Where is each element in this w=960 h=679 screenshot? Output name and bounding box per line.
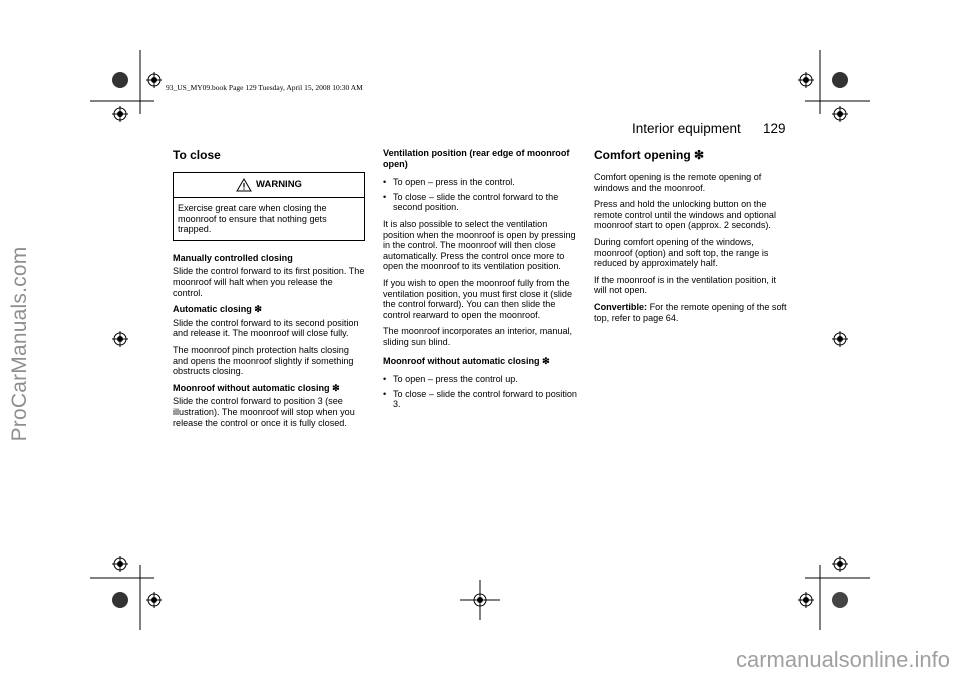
heading-comfort-opening: Comfort opening ❇ — [594, 148, 705, 162]
convertible-text: For the remote opening of the soft top, refer to page 64. — [594, 301, 787, 323]
bullet-icon: • — [383, 388, 387, 399]
registration-target-icon — [112, 106, 128, 122]
bullet-list — [383, 177, 579, 213]
paragraph: If the moonroof is in the ventilation position, it will not open. — [594, 274, 776, 296]
registration-target-icon — [460, 580, 500, 620]
bottom-watermark: carmanualsonline.info — [735, 647, 950, 672]
paragraph: Press and hold the unlocking button on the remote control until the windows and optional moonroof start to open (approx. 2 seconds). — [594, 199, 776, 231]
paragraph: The moonroof pinch protection halts closing and opens the moonroof slightly if something obstructs closing. — [173, 344, 354, 377]
subheading: Moonroof without automatic closing ❇ — [383, 355, 550, 366]
page-number: 129 — [763, 121, 786, 136]
registration-dot-icon — [112, 592, 128, 608]
heading-to-close: To close — [173, 148, 221, 162]
list-item — [383, 374, 579, 385]
warning-header — [174, 173, 364, 198]
list-item-text: To close – slide the control forward to position 3. — [393, 388, 577, 410]
paragraph — [594, 302, 790, 323]
paragraph: During comfort opening of the windows, moonroof (option) and soft top, the range is reduced by approximately half. — [594, 236, 769, 269]
list-item — [383, 192, 579, 213]
list-item — [383, 177, 579, 188]
registration-target-icon — [832, 331, 848, 347]
book-info-line: 93_US_MY09.book Page 129 Tuesday, April 15, 2008 10:30 AM — [166, 83, 363, 92]
paragraph: The moonroof incorporates an interior, manual, sliding sun blind. — [383, 326, 573, 347]
registration-target-icon — [832, 556, 848, 572]
paragraph: Slide the control forward to its first position. The moonroof will halt when you release the control. — [173, 266, 365, 298]
paragraph: It is also possible to select the ventilation position when the moonroof is open by pressing in the control. The moonroof will then close automatically. Press the control once more to open the moonroof to its ventilation position. — [383, 218, 576, 272]
subheading: Ventilation position (rear edge of moonroof open) — [383, 148, 570, 169]
side-watermark: ProCarManuals.com — [8, 246, 31, 442]
registration-dot-icon — [832, 592, 848, 608]
column-left — [173, 148, 365, 434]
column-right — [594, 148, 790, 329]
registration-target-icon — [146, 72, 162, 88]
list-item-text: To close – slide the control forward to the second position. — [393, 191, 559, 213]
paragraph: Slide the control forward to its second position and release it. The moonroof will close fully. — [173, 317, 359, 339]
list-item — [383, 389, 579, 410]
paragraph: Slide the control forward to position 3 (see illustration). The moonroof will stop when you release the control or once it is fully closed. — [173, 396, 355, 428]
bullet-icon: • — [383, 191, 387, 202]
registration-target-icon — [112, 331, 128, 347]
bullet-icon: • — [383, 374, 387, 385]
registration-dot-icon — [112, 72, 128, 88]
bullet-icon: • — [383, 177, 387, 188]
paragraph: If you wish to open the moonroof fully from the ventilation position, you must first close it (slide the control forward). You can then slide the control rearward to open the moonroof. — [383, 277, 573, 320]
subheading: Automatic closing ❇ — [173, 304, 262, 315]
section-title: Interior equipment — [632, 121, 741, 136]
bullet-list — [383, 374, 579, 410]
warning-text: Exercise great care when closing the moonroof to ensure that nothing gets trapped. — [178, 203, 327, 235]
warning-label: WARNING — [256, 178, 302, 190]
paragraph: Comfort opening is the remote opening of windows and the moonroof. — [594, 172, 762, 193]
registration-target-icon — [832, 106, 848, 122]
registration-target-icon — [798, 72, 814, 88]
warning-triangle-icon — [236, 178, 252, 192]
subheading: Manually controlled closing — [173, 252, 293, 263]
subheading: Moonroof without automatic closing ❇ — [173, 382, 340, 393]
registration-target-icon — [112, 556, 128, 572]
registration-target-icon — [146, 592, 162, 608]
warning-box — [173, 172, 365, 241]
list-item-text: To open – press the control up. — [393, 374, 518, 385]
convertible-label: Convertible: — [594, 301, 648, 312]
registration-dot-icon — [832, 72, 848, 88]
list-item-text: To open – press in the control. — [393, 177, 515, 188]
column-middle — [383, 148, 579, 416]
registration-target-icon — [798, 592, 814, 608]
